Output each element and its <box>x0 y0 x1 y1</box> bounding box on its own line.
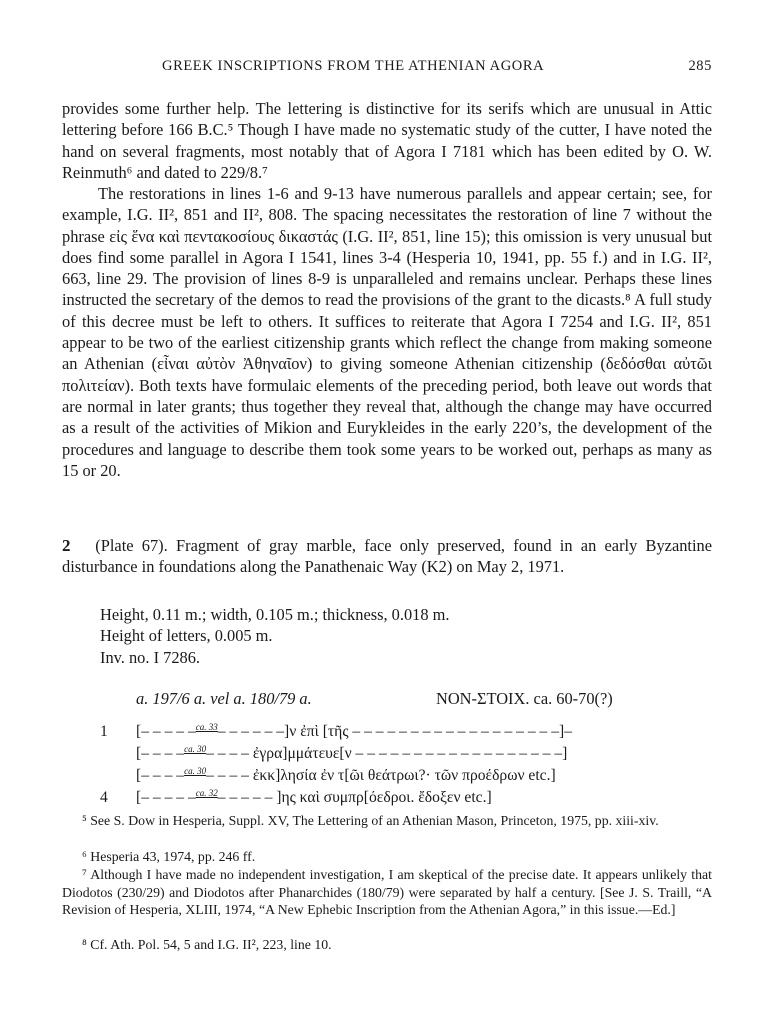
footnote-5 <box>62 812 712 830</box>
entry-2-description <box>62 535 712 578</box>
footnote-6-text: ⁶ Hesperia 43, 1974, pp. 246 ff. <box>82 849 256 864</box>
footnote-7 <box>62 866 712 919</box>
line-text-pre: [– – – – – <box>136 789 196 806</box>
inventory-line: Inv. no. I 7286. <box>100 647 200 667</box>
line-text-pre: [– – – – <box>136 767 185 784</box>
inscription-stoich: NON-ΣΤΟΙΧ. ca. 60-70(?) <box>436 689 613 708</box>
footnote-8-text: ⁸ Cf. Ath. Pol. 54, 5 and I.G. II², 223, line 10. <box>82 937 332 952</box>
page-number: 285 <box>688 58 712 74</box>
inscription-date: a. 197/6 a. vel a. 180/79 a. <box>136 689 312 708</box>
running-title: GREEK INSCRIPTIONS FROM THE ATHENIAN AGORA <box>162 58 545 74</box>
lacuna-count: ca. 30 <box>184 744 207 754</box>
letter-height-line: Height of letters, 0.005 m. <box>100 626 273 646</box>
running-header <box>62 58 712 80</box>
dimensions-line: Height, 0.11 m.; width, 0.105 m.; thickness, 0.018 m. <box>100 605 450 624</box>
line-text-post: – – – – ἐκκ]λησία ἐν τ[ῶι θεάτρωι?· τῶν προέδρων etc.] <box>206 767 556 784</box>
line-number: 1 <box>100 723 108 740</box>
entry-number: 2 <box>62 536 71 555</box>
lacuna-count: ca. 33 <box>195 722 218 732</box>
line-text-post: – – – – – ]ης καὶ συμπρ[όεδροι. ἔδοξεν etc.] <box>217 789 492 806</box>
paragraph-1-text: provides some further help. The lettering is distinctive for its serifs which are unusual in Attic lettering before 166 B.C.⁵ Though I have made no systematic study of the cutter, I have noted the hand on several fragments, most notably that of Agora I 7181 which has been edited by O. W. Reinmuth⁶ and dated to 229/8.⁷ <box>62 99 712 182</box>
line-text-pre: [– – – – – <box>136 723 196 740</box>
line-text-pre: [– – – – <box>136 745 185 762</box>
paragraph-1 <box>62 98 712 183</box>
footnote-6 <box>62 848 712 866</box>
line-text-post: – – – – ἐγρα]μμάτευε[ν – – – – – – – – – – – – – – – – – –] <box>206 745 568 762</box>
paragraph-2-text: The restorations in lines 1-6 and 9-13 have numerous parallels and appear certain; see, for example, I.G. II², 851 and II², 808. The spacing necessitates the restoration of line 7 without the phrase εἰς ἕνα καὶ πεντακοσίους δικαστάς (I.G. II², 851, line 15); this omission is very unusual but does find some parallel in Agora I 1541, lines 3-4 (Hesperia 10, 1941, pp. 55 f.) and in I.G. II², 663, line 29. The provision of lines 8-9 is unparalleled and remains unclear. Perhaps these lines instructed the secretary of the demos to read the provisions of the grant to the dicasts.⁸ A full study of this decree must be left to others. It suffices to reiterate that Agora I 7254 and I.G. II², 851 appear to be two of the earliest citizenship grants which reflect the change from making someone an Athenian (εἶναι αὐτὸν Ἀθηναῖον) to giving someone Athenian citizenship (δεδόσθαι αὐτῶι πολιτείαν). Both texts have formulaic elements of the preceding period, both leave out words that are normal in later grants; thus together they reveal that, although the change may have occurred as a result of the activities of Mikion and Eurykleides in the early 220’s, the development of the procedures and language to describe them took some years to be worked out, perhaps as many as 15 or 20. <box>62 184 712 480</box>
line-number: 4 <box>100 789 108 806</box>
lacuna-count: ca. 30 <box>184 766 207 776</box>
measurements-block <box>100 604 450 668</box>
paragraph-2 <box>62 183 712 481</box>
line-text-post: – – – – – –]ν ἐπὶ [τῆς – – – – – – – – – – – – – – – – – –]– <box>217 723 573 740</box>
footnote-8 <box>62 936 712 954</box>
entry-2-text: (Plate 67). Fragment of gray marble, face only preserved, found in an early Byzantine disturbance in foundations along the Panathenaic Way (K2) on May 2, 1971. <box>62 536 712 577</box>
footnote-5-text: ⁵ See S. Dow in Hesperia, Suppl. XV, The Lettering of an Athenian Mason, Princeton, 1975, pp. xiii-xiv. <box>82 813 659 828</box>
lacuna-count: ca. 32 <box>195 788 218 798</box>
footnote-7-text: ⁷ Although I have made no independent investigation, I am skeptical of the precise date. It appears unlikely that Diodotos (230/29) and Diodotos after Phanarchides (180/79) were separated by half a century. [See J. S. Traill, “A Revision of Hesperia, XLIII, 1974, “A New Ephebic Inscription from the Athenian Agora,” in this issue.—Ed.] <box>62 867 712 917</box>
inscription-line-4 <box>100 782 660 809</box>
